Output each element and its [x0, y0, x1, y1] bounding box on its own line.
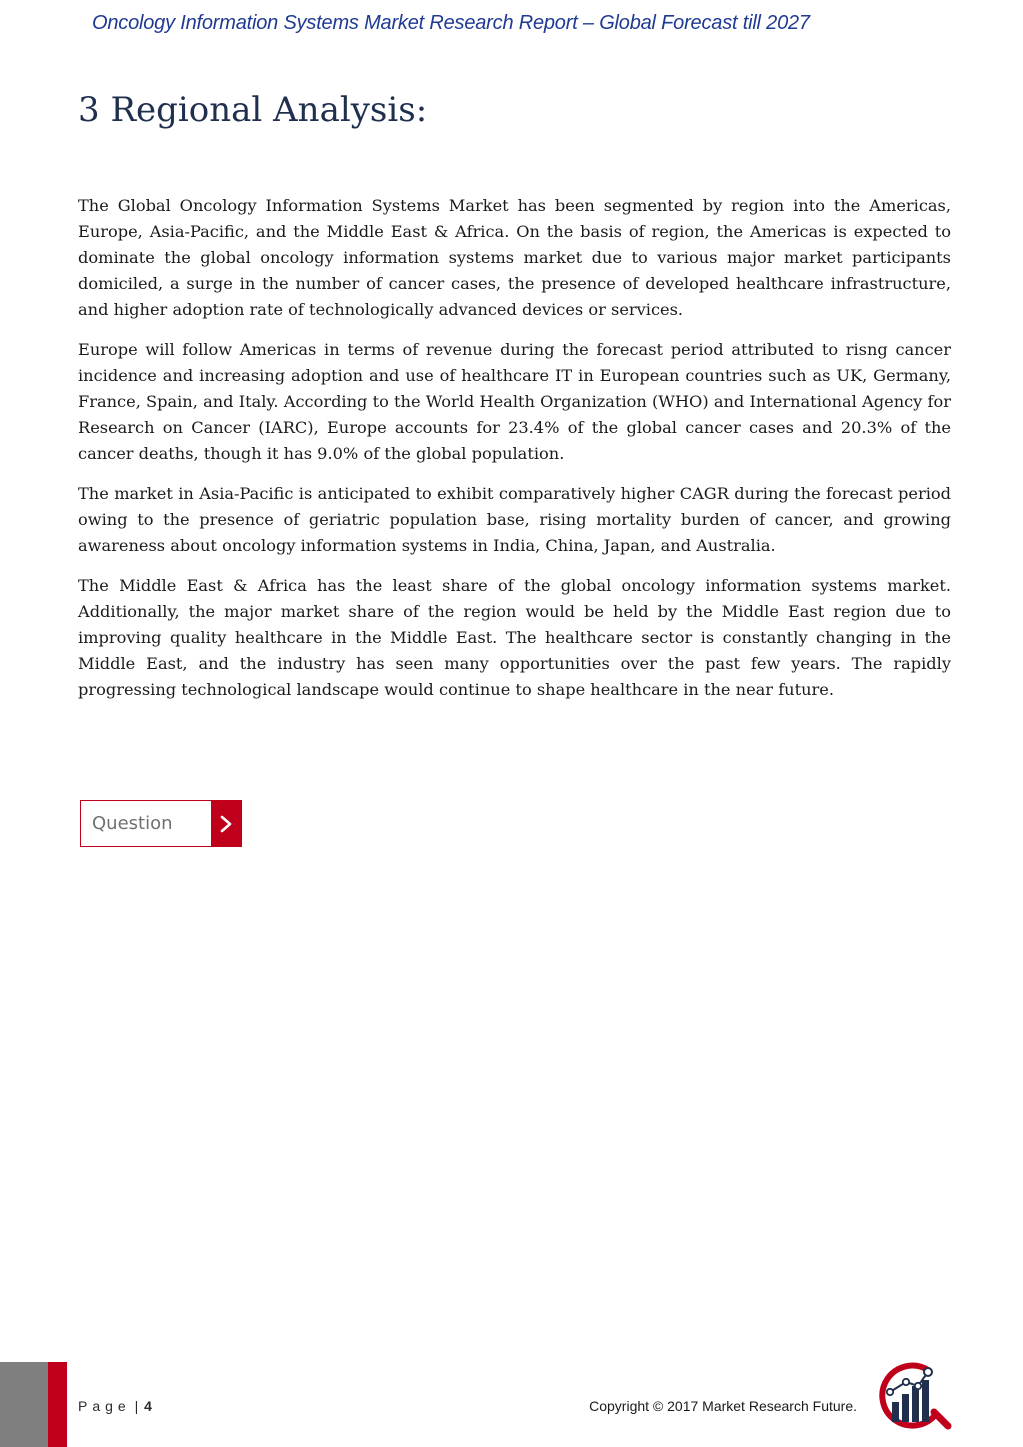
question-button[interactable]: [80, 800, 242, 847]
page-separator: |: [134, 1398, 139, 1414]
paragraph-americas: The Global Oncology Information Systems Market has been segmented by region into the Americas, Europe, Asia-Pacific, and the Middle East & Africa. On the basis of region, the Americas is expected to dominate the global oncology information systems market due to various major market participants domiciled, a surge in the number of cancer cases, the presence of developed healthcare infrastructure, and higher adoption rate of technologically advanced devices or services.: [78, 196, 951, 319]
market-research-future-logo: [876, 1362, 954, 1432]
page-number: [78, 1398, 152, 1414]
question-button-label: Question: [92, 813, 173, 834]
paragraph-europe: Europe will follow Americas in terms of revenue during the forecast period attributed to risng cancer incidence and increasing adoption and use of healthcare IT in European countries such as UK, Germany, France, Spain, and Italy. According to the World Health Organization (WHO) and International Agency for Research on Cancer (IARC), Europe accounts for 23.4% of the global cancer cases and 20.3% of the cancer deaths, though it has 9.0% of the global population.: [78, 340, 951, 463]
paragraph-asia-pacific: The market in Asia-Pacific is anticipated to exhibit comparatively higher CAGR during the forecast period owing to the presence of geriatric population base, rising mortality burden of cancer, and growing awareness about oncology information systems in India, China, Japan, and Australia.: [78, 484, 951, 555]
section-heading: 3 Regional Analysis:: [78, 90, 428, 130]
copyright-text: Copyright © 2017 Market Research Future.: [589, 1398, 857, 1414]
running-header-title: Oncology Information Systems Market Research Report – Global Forecast till 2027: [92, 12, 810, 34]
page-word: Page: [78, 1398, 131, 1414]
page-number-value: 4: [144, 1398, 152, 1414]
paragraph-middle-east-africa: The Middle East & Africa has the least share of the global oncology information systems market. Additionally, the major market share of the region would be held by the Middle East region due to improving quality healthcare in the Middle East. The healthcare sector is constantly changing in the Middle East, and the industry has seen many opportunities over the past few years. The rapidly progressing technological landscape would continue to shape healthcare in the near future.: [78, 576, 951, 699]
body-text: [78, 193, 951, 717]
footer-red-bar: [48, 1362, 67, 1447]
chevron-right-icon: [211, 801, 241, 846]
footer-grey-bar: [0, 1362, 48, 1447]
